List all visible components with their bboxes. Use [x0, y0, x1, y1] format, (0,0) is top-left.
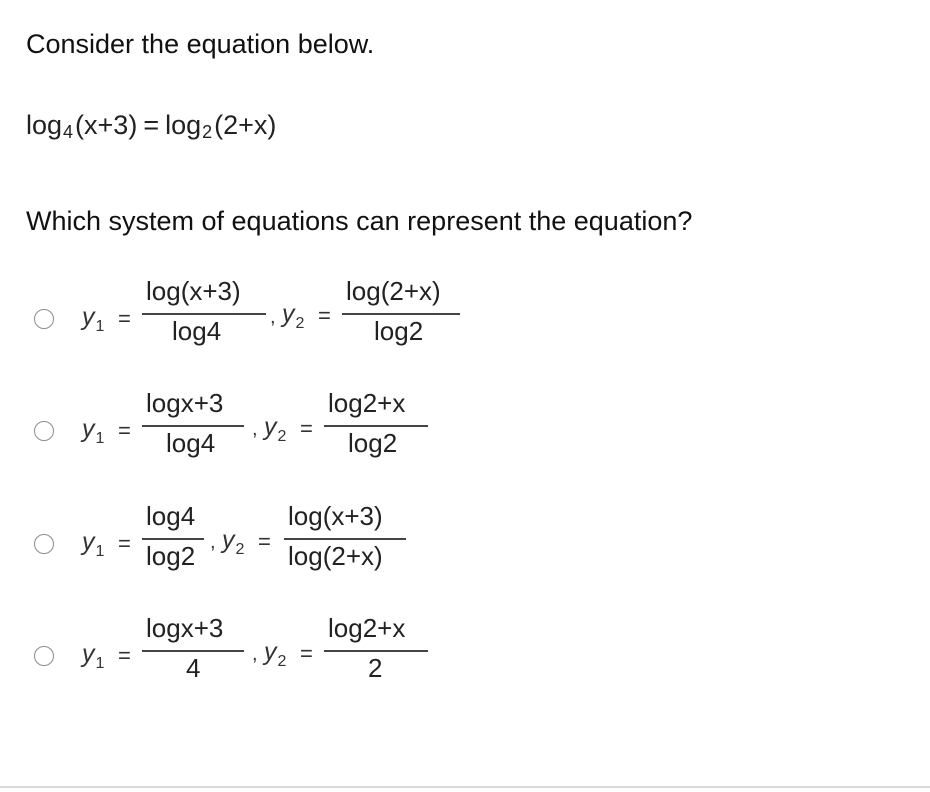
fraction-bar — [324, 650, 428, 652]
equation-equals: = — [143, 109, 160, 140]
radio-button[interactable] — [34, 309, 54, 329]
question-text: Which system of equations can represent the equation? — [26, 206, 693, 236]
numerator-2: log2+x — [328, 388, 406, 418]
fraction-bar — [142, 650, 244, 652]
separator: , — [270, 306, 276, 328]
radio-button[interactable] — [34, 421, 54, 441]
y1-label: $y_1$ — [82, 415, 105, 447]
equals-sign: = — [318, 303, 331, 328]
y2-label: $y_2$ — [264, 413, 287, 445]
fraction-bar — [142, 538, 204, 540]
equals-sign: = — [258, 529, 271, 554]
equation-log-left: log — [26, 109, 63, 140]
denominator-2: log(2+x) — [288, 541, 383, 571]
radio-button[interactable] — [34, 534, 54, 554]
numerator-1: log(x+3) — [146, 276, 241, 306]
denominator-1: log4 — [172, 316, 222, 346]
numerator-1: logx+3 — [146, 388, 224, 418]
denominator-2: log2 — [348, 428, 398, 458]
numerator-2: log2+x — [328, 613, 406, 643]
answer-option-3[interactable] — [0, 495, 930, 595]
numerator-1: logx+3 — [146, 613, 224, 643]
y2-label: $y_2$ — [282, 300, 305, 332]
y1-label: $y_1$ — [82, 640, 105, 672]
equation-arg-left: (x+3) — [75, 109, 138, 140]
equation-base-right: 2 — [202, 121, 213, 142]
equation-arg-right: (2+x) — [214, 109, 277, 140]
equals-sign: = — [118, 531, 131, 556]
bottom-divider — [0, 786, 930, 788]
numerator-2: log(x+3) — [288, 501, 383, 531]
separator: , — [210, 531, 216, 553]
y1-label: $y_1$ — [82, 303, 105, 335]
fraction-bar — [142, 313, 266, 315]
equals-sign: = — [118, 306, 131, 331]
denominator-1: log2 — [146, 541, 196, 571]
given-equation — [26, 107, 276, 143]
equation-base-left: 4 — [63, 121, 74, 142]
separator: , — [252, 643, 258, 665]
equals-sign: = — [118, 418, 131, 443]
denominator-2: log2 — [374, 316, 424, 346]
numerator-2: log(2+x) — [346, 276, 441, 306]
answer-option-2[interactable] — [0, 382, 930, 482]
y1-label: $y_1$ — [82, 528, 105, 560]
numerator-1: log4 — [146, 501, 196, 531]
equation-log-right: log — [165, 109, 202, 140]
equals-sign: = — [300, 416, 313, 441]
radio-button[interactable] — [34, 646, 54, 666]
separator: , — [252, 418, 258, 440]
denominator-1: 4 — [186, 653, 201, 683]
fraction-bar — [142, 425, 244, 427]
equals-sign: = — [118, 643, 131, 668]
y2-label: $y_2$ — [264, 638, 287, 670]
denominator-1: log4 — [166, 428, 216, 458]
fraction-bar — [342, 313, 460, 315]
fraction-bar — [284, 538, 406, 540]
y2-label: $y_2$ — [222, 526, 245, 558]
denominator-2: 2 — [368, 653, 383, 683]
fraction-bar — [324, 425, 428, 427]
equals-sign: = — [300, 641, 313, 666]
intro-text: Consider the equation below. — [26, 29, 375, 59]
answer-option-1[interactable] — [0, 270, 930, 370]
answer-option-4[interactable] — [0, 607, 930, 707]
